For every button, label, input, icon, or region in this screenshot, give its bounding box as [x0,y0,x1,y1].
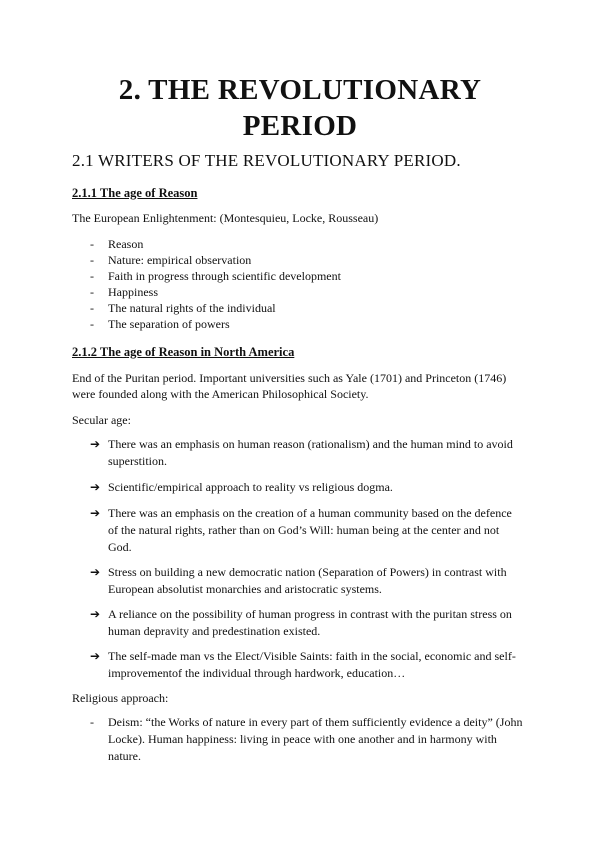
list-item-text: The natural rights of the individual [108,301,276,315]
arrow-bullet-icon: ➔ [90,649,101,663]
arrow-bullet-icon: ➔ [90,480,101,494]
text-line: Stress on building a new democratic nation (Separation of Powers) in contrast with [108,565,507,579]
dash-bullet: - [90,253,94,267]
subsection-heading-north-america: 2.1.2 The age of Reason in North America [72,345,295,359]
list-item-text [108,606,528,640]
religious-approach-label: Religious approach: [72,691,169,705]
page-title-line-1: 2. THE REVOLUTIONARY [118,74,482,106]
page-title [0,72,600,144]
dash-bullet: - [90,237,94,251]
subsection-heading-age-of-reason: 2.1.1 The age of Reason [72,186,198,200]
dash-bullet: - [90,269,94,283]
text-line: Scientific/empirical approach to reality vs religious dogma. [108,480,393,494]
list-item-text [108,505,528,556]
secular-age-label: Secular age: [72,413,131,427]
list-item-text [108,648,528,682]
text-line: human depravity and predestination existed. [108,624,321,638]
dash-bullet: - [90,285,94,299]
list-item-text: Nature: empirical observation [108,253,252,267]
list-item-text [108,714,528,765]
dash-bullet: - [90,301,94,315]
list-item-text [108,479,528,496]
text-line: European absolutist monarchies and aristocratic systems. [108,582,382,596]
list-item-text: The separation of powers [108,317,230,331]
list-item-text [108,436,528,470]
text-line: nature. [108,749,141,763]
north-america-intro-line-1: End of the Puritan period. Important universities such as Yale (1701) and Princeton (1746) [72,371,507,385]
arrow-bullet-icon: ➔ [90,607,101,621]
arrow-bullet-icon: ➔ [90,437,101,451]
text-line: Deism: “the Works of nature in every part of them sufficiently evidence a deity” (John [108,715,523,729]
arrow-bullet-icon: ➔ [90,506,101,520]
text-line: There was an emphasis on human reason (rationalism) and the human mind to avoid [108,437,513,451]
text-line: of the natural rights, rather than on God’s Will: human being at the center and not [108,523,500,537]
list-item-text: Reason [108,237,144,251]
arrow-bullet-icon: ➔ [90,565,101,579]
text-line: improvementof the individual through hardwork, education… [108,666,406,680]
section-heading: 2.1 WRITERS OF THE REVOLUTIONARY PERIOD. [72,151,461,170]
list-item-text: Happiness [108,285,158,299]
text-line: There was an emphasis on the creation of a human community based on the defence [108,506,512,520]
text-line: Locke). Human happiness: living in peace with one another and in harmony with [108,732,497,746]
text-line: superstition. [108,454,167,468]
text-line: The self-made man vs the Elect/Visible Saints: faith in the social, economic and self- [108,649,516,663]
north-america-intro-line-2: were founded along with the American Philosophical Society. [72,387,369,401]
page-title-line-2: PERIOD [242,110,358,142]
text-line: God. [108,540,132,554]
text-line: A reliance on the possibility of human progress in contrast with the puritan stress on [108,607,512,621]
north-america-intro [72,370,542,402]
dash-bullet: - [90,715,94,729]
list-item-text: Faith in progress through scientific development [108,269,341,283]
list-item-text [108,564,528,598]
dash-bullet: - [90,317,94,331]
enlightenment-intro: The European Enlightenment: (Montesquieu, Locke, Rousseau) [72,211,379,225]
